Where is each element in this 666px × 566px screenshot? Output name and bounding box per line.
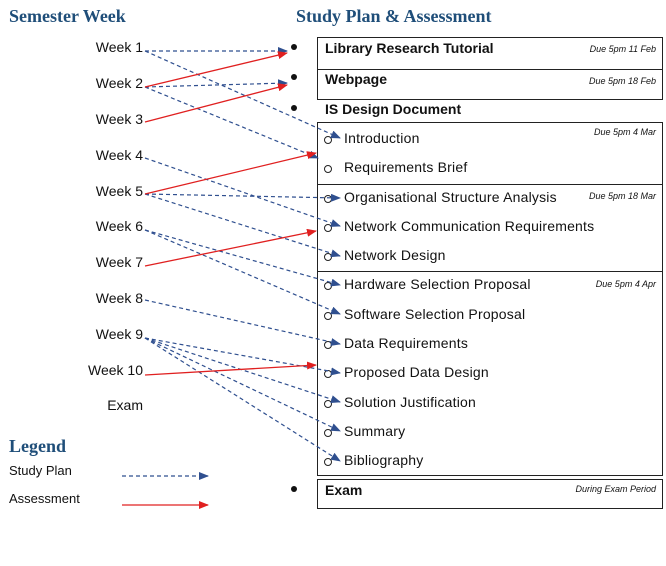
item-solution-justification: Solution Justification <box>344 394 477 410</box>
item-introduction: Introduction <box>344 130 420 146</box>
plan-link <box>145 87 318 158</box>
webpage-title: Webpage <box>325 71 387 87</box>
legend-assessment: Assessment <box>9 491 80 506</box>
week-9-label: Week 9 <box>95 326 143 342</box>
isdesign-due-1: Due 5pm 4 Mar <box>593 127 656 137</box>
plan-link <box>145 194 340 198</box>
item-data-design: Proposed Data Design <box>344 364 489 380</box>
item-requirements-brief: Requirements Brief <box>344 159 468 175</box>
isdesign-due-2: Due 5pm 18 Mar <box>588 191 656 201</box>
item-hardware: Hardware Selection Proposal <box>344 276 531 292</box>
plan-link <box>145 158 340 226</box>
plan-link <box>145 230 340 285</box>
week-2-label: Week 2 <box>95 75 143 91</box>
assessment-link <box>145 231 316 266</box>
assessment-link <box>145 153 316 194</box>
plan-link <box>145 338 340 431</box>
legend-title: Legend <box>9 436 67 456</box>
webpage-due: Due 5pm 18 Feb <box>588 76 656 86</box>
isdesign-due-3: Due 5pm 4 Apr <box>595 279 656 289</box>
plan-link <box>145 338 340 402</box>
assessment-link <box>145 53 287 87</box>
item-data-requirements: Data Requirements <box>344 335 469 351</box>
exam-due: During Exam Period <box>575 484 656 494</box>
isdesign-title: IS Design Document <box>325 101 462 117</box>
exam-title: Exam <box>325 482 363 498</box>
plan-link <box>145 338 340 461</box>
week-6-label: Week 6 <box>95 218 143 234</box>
exam-week-label: Exam <box>107 397 143 413</box>
semester-week-heading: Semester Week <box>9 6 126 26</box>
week-7-label: Week 7 <box>95 254 143 270</box>
item-summary: Summary <box>344 423 406 439</box>
assessment-link <box>145 85 287 122</box>
week-3-label: Week 3 <box>95 111 143 127</box>
assessment-link <box>145 365 316 375</box>
legend-study-plan: Study Plan <box>9 463 72 478</box>
plan-link <box>145 230 340 314</box>
study-plan-heading: Study Plan & Assessment <box>296 6 492 26</box>
week-4-label: Week 4 <box>95 147 143 163</box>
item-org-structure: Organisational Structure Analysis <box>344 189 557 205</box>
item-software: Software Selection Proposal <box>344 306 526 322</box>
item-network-design: Network Design <box>344 247 446 263</box>
library-title: Library Research Tutorial <box>325 40 494 56</box>
week-5-label: Week 5 <box>95 183 143 199</box>
item-bibliography: Bibliography <box>344 452 424 468</box>
plan-link <box>145 83 287 87</box>
item-network-comm: Network Communication Requirements <box>344 218 595 234</box>
library-due: Due 5pm 11 Feb <box>589 44 656 54</box>
week-1-label: Week 1 <box>95 39 143 55</box>
plan-link <box>145 338 340 373</box>
plan-link <box>145 300 340 344</box>
week-10-label: Week 10 <box>88 362 143 378</box>
week-8-label: Week 8 <box>95 290 143 306</box>
